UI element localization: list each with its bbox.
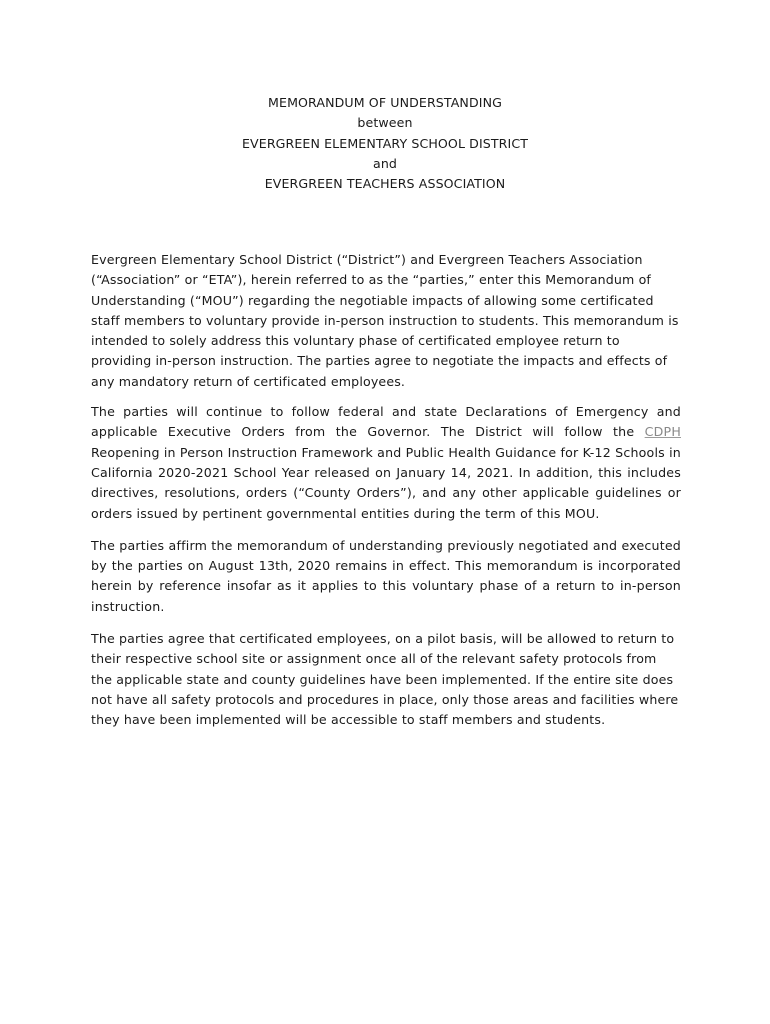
title-line-district: EVERGREEN ELEMENTARY SCHOOL DISTRICT (241, 135, 529, 151)
paragraph-declarations-text-end: Reopening in Person Instruction Framework and Public Health Guidance for K-12 Schools in California 2020-2021 School Year released on January 14, 2021. In addition, this includes directives, resolutions, orders (“County Orders”), and any other applicable guidelines or orders issued by pertinent governmental entities during the term of this MOU. (91, 444, 681, 521)
title-line-and: and (373, 155, 397, 171)
title-line-association: EVERGREEN TEACHERS ASSOCIATION (264, 176, 506, 192)
paragraph-pilot-return: The parties agree that certificated employees, on a pilot basis, will be allowed to return to their respective school site or assignment once all of the relevant safety protocols from the applicable state and county guidelines have been implemented. If the entire site does not have all safety protocols and procedures in place, only those areas and facilities where they have been implemented will be accessible to staff members and students. (91, 631, 679, 728)
title-line-between: between (357, 115, 413, 131)
paragraph-prior-mou: The parties affirm the memorandum of understanding previously negotiated and executed by the parties on August 13th, 2020 remains in effect. This memorandum is incorporated herein by reference insofar as it applies to this voluntary phase of a return to in-person instruction. (91, 537, 681, 614)
cdph-link[interactable]: CDPH (644, 424, 681, 440)
memorandum-body (91, 250, 681, 743)
paragraph-parties-intro: Evergreen Elementary School District (“District”) and Evergreen Teachers Association (“Association” or “ETA”), herein referred to as the “parties,” enter this Memorandum of Understanding (“MOU”) regarding the negotiable impacts of allowing some certificated staff members to voluntary provide in-person instruction to students. This memorandum is intended to solely address this voluntary phase of certificated employee return to providing in-person instruction. The parties agree to negotiate the impacts and effects of any mandatory return of certificated employees. (91, 252, 679, 389)
memorandum-title (0, 93, 770, 194)
paragraph-declarations-text-start: The parties will continue to follow federal and state Declarations of Emergency and applicable Executive Orders from the Governor. The District will follow the (91, 404, 681, 440)
paragraph-declarations (91, 402, 681, 524)
title-line-memorandum: MEMORANDUM OF UNDERSTANDING (268, 95, 502, 110)
